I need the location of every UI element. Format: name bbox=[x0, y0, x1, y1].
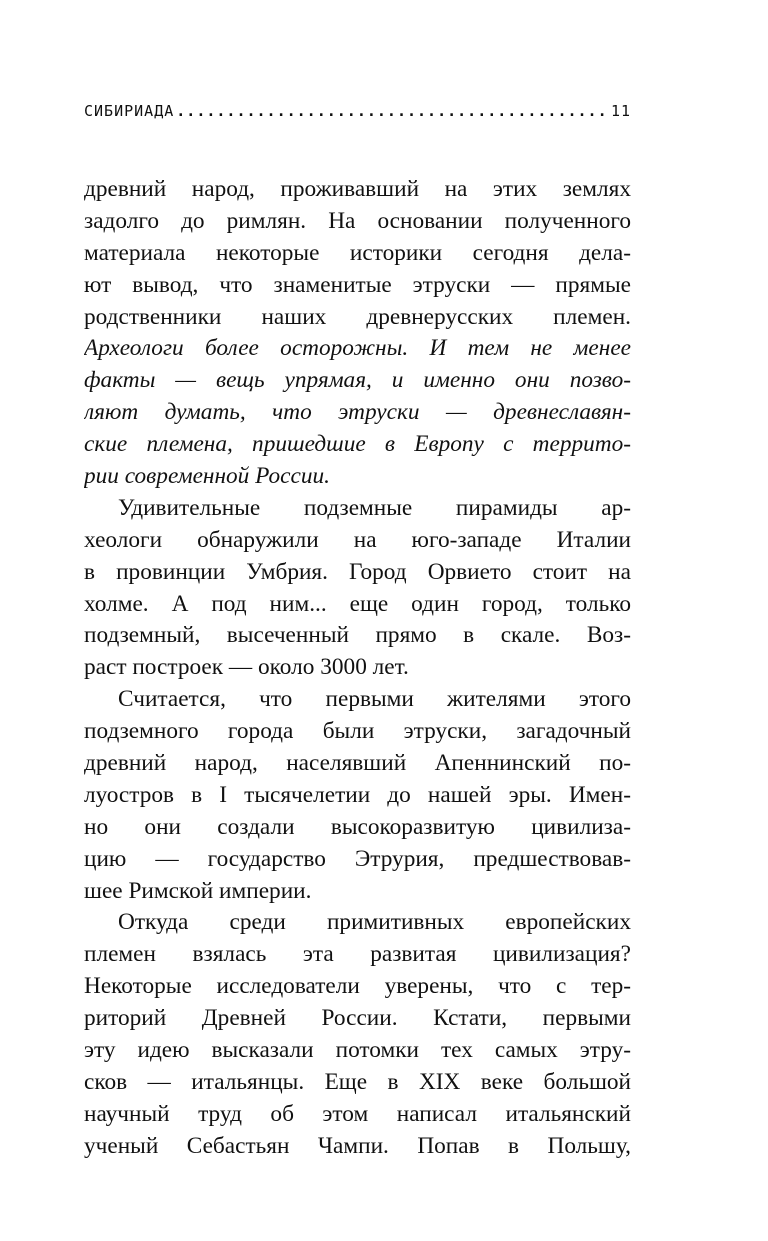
running-header bbox=[84, 96, 631, 126]
text-line: раст построек — около 3000 лет. bbox=[84, 654, 409, 681]
text-line: Откуда среди примитивных европейских bbox=[118, 909, 631, 936]
text-line: хеологи обнаружили на юго-западе Италии bbox=[84, 526, 631, 553]
paragraph bbox=[84, 907, 631, 1162]
text-line: Удивительные подземные пирамиды ар- bbox=[118, 494, 631, 521]
body-text bbox=[84, 174, 631, 1163]
text-line: ют вывод, что знаменитые этруски — прямые bbox=[84, 271, 631, 298]
text-line: Археологи более осторожны. И тем не менее bbox=[84, 335, 631, 362]
text-line: Считается, что первыми жителями этого bbox=[118, 686, 631, 713]
text-line: подземный, высеченный прямо в скале. Воз- bbox=[84, 622, 631, 649]
text-line: риторий Древней России. Кстати, первыми bbox=[84, 1005, 631, 1032]
text-line: луостров в I тысячелетии до нашей эры. Имен- bbox=[84, 781, 631, 808]
text-line: факты — вещь упрямая, и именно они позво- bbox=[84, 367, 631, 394]
text-line: рии современной России. bbox=[84, 463, 330, 490]
text-line: задолго до римлян. На основании полученного bbox=[84, 207, 631, 234]
paragraph bbox=[84, 684, 631, 907]
dot-leader bbox=[176, 96, 605, 126]
paragraph bbox=[84, 493, 631, 684]
text-line: древний народ, населявший Апеннинский по- bbox=[84, 750, 631, 777]
text-line: шее Римской империи. bbox=[84, 877, 312, 904]
text-line: сков — итальянцы. Еще в XIX веке большой bbox=[84, 1068, 631, 1095]
paragraph bbox=[84, 174, 631, 493]
text-line: холме. А под ним... еще один город, только bbox=[84, 590, 631, 617]
text-line: ученый Себастьян Чампи. Попав в Польшу, bbox=[84, 1132, 631, 1159]
text-line: цию — государство Этрурия, предшествовав- bbox=[84, 845, 631, 872]
text-line: племен взялась эта развитая цивилизация? bbox=[84, 941, 631, 968]
text-line: материала некоторые историки сегодня дела- bbox=[84, 239, 631, 266]
page-number: 11 bbox=[610, 102, 631, 120]
text-line: древний народ, проживавший на этих землях bbox=[84, 176, 631, 202]
text-line: родственники наших древнерусских племен. bbox=[84, 303, 631, 330]
text-line: ские племена, пришедшие в Европу с террито- bbox=[84, 431, 631, 458]
text-line: но они создали высокоразвитую цивилиза- bbox=[84, 813, 631, 840]
book-page bbox=[84, 96, 631, 1163]
running-title: СИБИРИАДА bbox=[84, 102, 175, 120]
text-line: эту идею высказали потомки тех самых этру- bbox=[84, 1037, 631, 1064]
text-line: подземного города были этруски, загадочный bbox=[84, 718, 631, 745]
text-line: ляют думать, что этруски — древнеславян- bbox=[84, 399, 631, 426]
text-line: научный труд об этом написал итальянский bbox=[84, 1100, 631, 1127]
text-line: в провинции Умбрия. Город Орвието стоит на bbox=[84, 558, 631, 585]
text-line: Некоторые исследователи уверены, что с тер- bbox=[84, 973, 631, 1000]
